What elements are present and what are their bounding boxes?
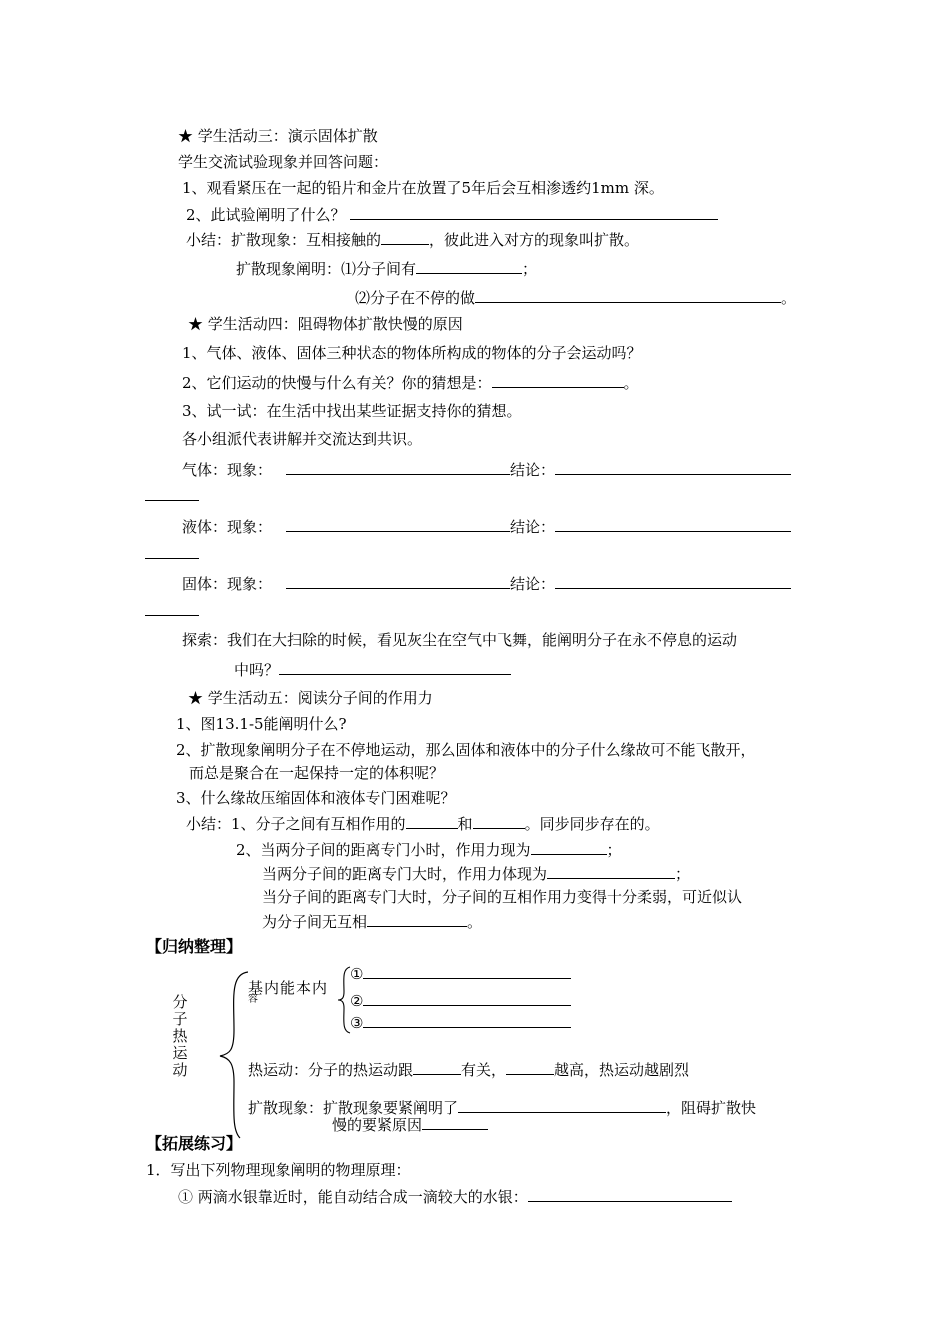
summary-text-b: ； (606, 841, 622, 859)
q2-text-b: 。 (623, 374, 639, 392)
gas-label: 气体：现象： (182, 461, 273, 479)
explore-text: 中吗？ (234, 661, 280, 679)
activity5-question-3: 3、什么缘故压缩固体和液体专门困难呢？ (176, 789, 456, 807)
answer-blank[interactable] (458, 1097, 666, 1113)
big-brace-icon (210, 970, 250, 1140)
answer-blank[interactable] (416, 258, 522, 274)
basic-content-label: 基内能本内 (248, 979, 329, 997)
heat-motion-line (248, 1059, 689, 1080)
activity3-question-2 (186, 204, 718, 225)
diffusion-text-b: ，阻碍扩散快 (666, 1099, 757, 1117)
answer-blank[interactable] (547, 863, 675, 879)
practice-question-1-1 (178, 1186, 732, 1207)
answer-blank[interactable] (406, 813, 458, 829)
summary-text-a: 为分子间无互相 (262, 913, 368, 931)
answer-blank[interactable] (367, 911, 467, 927)
answer-blank[interactable] (363, 1012, 571, 1028)
answer-blank[interactable] (531, 839, 607, 855)
activity5-title: ★ 学生活动五：阅读分子间的作用力 (188, 689, 433, 707)
answer-blank[interactable] (528, 1186, 732, 1202)
answer-blank[interactable] (350, 204, 718, 220)
diffusion-line-2 (332, 1114, 488, 1135)
summary-heading: 【归纳整理】 (146, 937, 243, 956)
diffusion-text-a: 扩散现象：扩散现象要紧阐明了 (248, 1099, 459, 1117)
answer-blank[interactable] (286, 459, 510, 475)
heat-text-c: 越高，热运动越剧烈 (554, 1061, 690, 1079)
conclusion-label: 结论： (510, 575, 556, 593)
activity4-question-3: 3、试一试：在生活中找出某些证据支持你的猜想。 (182, 402, 522, 420)
summary-text-b: 。 (467, 913, 483, 931)
answer-blank[interactable] (506, 1059, 554, 1075)
summary-text-c: 。同步同步存在的。 (524, 815, 660, 833)
summary-text-b: ，彼此进入对方的现象叫扩散。 (429, 231, 640, 249)
diffusion-text-c: 慢的要紧原因 (332, 1116, 423, 1134)
practice-text: ① 两滴水银靠近时，能自动结合成一滴较大的水银： (178, 1188, 528, 1206)
q2-text-a: 2、它们运动的快慢与什么有关？你的猜想是： (182, 374, 492, 392)
conclusion-label: 结论： (510, 461, 556, 479)
answer-blank[interactable] (363, 963, 571, 979)
q2-text: 2、此试验阐明了什么？ (186, 206, 346, 224)
heat-text-b: 有关， (461, 1061, 507, 1079)
activity3-explain-2 (355, 287, 796, 308)
activity3-title: ★ 学生活动三：演示固体扩散 (178, 127, 378, 145)
answer-blank[interactable] (475, 287, 781, 303)
answer-blank[interactable] (413, 1059, 461, 1075)
solid-row (182, 573, 791, 594)
summary-text-a: 当两分子间的距离专门大时，作用力体现为 (262, 865, 548, 883)
activity3-explain-1 (236, 258, 537, 279)
activity4-note: 各小组派代表讲解并交流达到共识。 (182, 430, 423, 448)
summary-text-a: 小结：1、分子之间有互相作用的 (186, 815, 406, 833)
circled-3: ③ (350, 1014, 364, 1032)
activity5-summary-5 (262, 911, 482, 932)
activity5-summary-2 (236, 839, 622, 860)
answer-blank[interactable] (473, 813, 525, 829)
answer-blank[interactable] (555, 516, 791, 532)
summary-text-b: 和 (457, 815, 473, 833)
answer-blank[interactable] (555, 573, 791, 589)
summary-text-a: 2、当两分子间的距离专门小时，作用力现为 (236, 841, 531, 859)
activity4-question-2 (182, 372, 639, 393)
circled-2: ② (350, 992, 364, 1010)
answer-blank[interactable] (363, 990, 571, 1006)
gas-row (182, 459, 791, 480)
conclusion-label: 结论： (510, 518, 556, 536)
explain-text-b: ； (522, 260, 538, 278)
answer-blank[interactable] (555, 459, 791, 475)
activity3-summary (186, 229, 639, 250)
activity5-summary-3 (262, 863, 690, 884)
circled-1: ① (350, 965, 364, 983)
explain-text-a: 扩散现象阐明：⑴分子间有 (236, 260, 417, 278)
activity5-summary-4: 当分子间的距离专门大时，分子间的互相作用力变得十分柔弱，可近似认 (262, 888, 743, 906)
content-item-2 (350, 990, 571, 1011)
explore-line-1: 探索：我们在大扫除的时候，看见灰尘在空气中飞舞，能阐明分子在永不停息的运动 (182, 631, 738, 649)
summary-text-b: ； (675, 865, 691, 883)
liquid-row (182, 516, 791, 537)
activity5-question-2b: 而总是聚合在一起保持一定的体积呢？ (189, 764, 445, 782)
answer-blank[interactable] (145, 558, 199, 559)
answer-blank[interactable] (286, 573, 510, 589)
solid-label: 固体：现象： (182, 575, 273, 593)
activity4-title: ★ 学生活动四：阻碍物体扩散快慢的原因 (188, 315, 463, 333)
answer-blank[interactable] (381, 229, 429, 245)
practice-heading: 【拓展练习】 (146, 1134, 243, 1153)
explain-text-a: ⑵分子在不停的做 (355, 289, 476, 307)
activity5-question-2a: 2、扩散现象阐明分子在不停地运动，那么固体和液体中的分子什么缘故可不能飞散开， (176, 741, 756, 759)
content-item-1 (350, 963, 571, 984)
answer-blank[interactable] (145, 500, 199, 501)
answer-blank[interactable] (422, 1114, 488, 1130)
answer-blank[interactable] (286, 516, 510, 532)
diffusion-line-1 (248, 1097, 756, 1118)
content-item-3 (350, 1012, 571, 1033)
heat-text-a: 热运动：分子的热运动跟 (248, 1061, 414, 1079)
basic-content-label-sub: 容 (248, 994, 258, 1005)
activity5-question-1: 1、图13.1-5能阐明什么? (176, 715, 347, 733)
summary-text-a: 小结：扩散现象：互相接触的 (186, 231, 382, 249)
practice-question-1: 1．写出下列物理现象阐明的物理原理： (146, 1161, 411, 1179)
activity5-summary-1 (186, 813, 660, 834)
activity4-question-1: 1、气体、液体、固体三种状态的物体所构成的物体的分子会运动吗？ (182, 344, 642, 362)
explain-text-b: 。 (781, 289, 797, 307)
activity3-intro: 学生交流试验现象并回答问题： (178, 153, 389, 171)
liquid-label: 液体：现象： (182, 518, 273, 536)
answer-blank[interactable] (492, 372, 624, 388)
mindmap-root: 分子热运动 (172, 993, 188, 1079)
answer-blank[interactable] (279, 659, 511, 675)
answer-blank[interactable] (145, 615, 199, 616)
explore-line-2 (234, 659, 511, 680)
activity3-question-1: 1、观看紧压在一起的铅片和金片在放置了5年后会互相渗透约1mm 深。 (182, 179, 664, 197)
